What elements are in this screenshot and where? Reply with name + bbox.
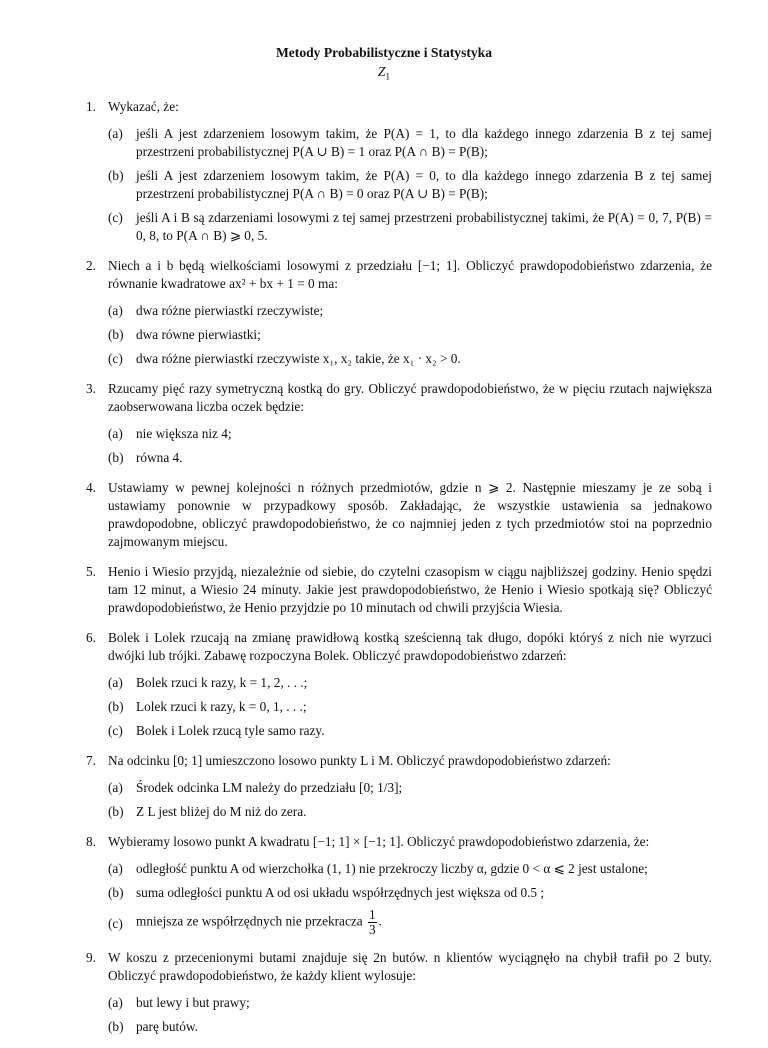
subitem-label: (c) <box>108 350 123 366</box>
subitem-list <box>108 994 712 1036</box>
problem-list <box>86 98 712 1048</box>
problem-text: Henio i Wiesio przyjdą, niezależnie od siebie, do czytelni czasopism w ciągu najbliższej godziny. Henio spędzi tam 12 minut, a Wiesio 24 minuty. Jakie jest prawdopodobieństwo, że Henio i Wiesio spotkają się? Obliczyć prawdopodobieństwo, że Henio przyjdzie po 10 minutach od chwili przyjścia Wiesia. <box>108 563 712 615</box>
subitem-label: (c) <box>108 722 123 738</box>
problem-text: Ustawiamy w pewnej kolejności n różnych przedmiotów, gdzie n ⩾ 2. Następnie mieszamy je ze sobą i ustawiamy ponownie w przypadkowy sposób. Zakładając, że wszystkie ustawienia sa jednakowo prawdopodobne, obliczyć prawdopodobieństwo, że co najmniej jeden z tych przedmiotów stoi na poprzednio zajmowanym miejscu. <box>108 479 712 549</box>
subitem <box>108 803 712 821</box>
subitem-text: dwa różne pierwiastki rzeczywiste; <box>136 302 324 318</box>
problem-number: 2. <box>86 257 96 273</box>
subitem-list <box>108 860 712 937</box>
subitem <box>108 302 712 320</box>
subitem-label: (b) <box>108 326 124 342</box>
subitem-list <box>108 779 712 821</box>
problem-9 <box>86 949 712 1036</box>
subitem-text: Z L jest bliżej do M niż do zera. <box>136 803 307 819</box>
problem-5 <box>86 563 712 617</box>
problem-1 <box>86 98 712 245</box>
subitem-text: dwa różne pierwiastki rzeczywiste x₁, x₂ takie, że x₁ · x₂ > 0. <box>136 350 461 366</box>
subitem <box>108 425 712 443</box>
subitem-label: (b) <box>108 803 124 819</box>
problem-number: 1. <box>86 98 96 114</box>
subitem <box>108 350 712 368</box>
problem-text: Wybieramy losowo punkt A kwadratu [−1; 1] × [−1; 1]. Obliczyć prawdopodobieństwo zdarzenia, że: <box>108 833 650 849</box>
subitem-text: Bolek i Lolek rzucą tyle samo razy. <box>136 722 325 738</box>
document-subtitle <box>0 62 768 88</box>
subitem <box>108 908 712 937</box>
subitem-list <box>108 302 712 368</box>
subitem-label: (b) <box>108 884 124 900</box>
problem-4 <box>86 479 712 551</box>
problem-number: 7. <box>86 752 96 768</box>
subitem-tail: . <box>378 913 382 929</box>
subitem-label: (b) <box>108 449 124 465</box>
subitem-text: Bolek rzuci k razy, k = 1, 2, . . .; <box>136 674 308 690</box>
document-title: Metody Probabilistyczne i Statystyka <box>275 45 493 60</box>
subitem-text: Środek odcinka LM należy do przedziału [0; 1/3]; <box>136 779 403 795</box>
subitem-text: odległość punktu A od wierzchołka (1, 1) nie przekroczy liczby α, gdzie 0 < α ⩽ 2 jest ustalone; <box>136 860 648 876</box>
subitem-text: but lewy i but prawy; <box>136 994 250 1010</box>
fraction <box>368 908 377 937</box>
subitem <box>108 326 712 344</box>
subitem-label: (a) <box>108 994 123 1010</box>
problem-text: W koszu z przecenionymi butami znajduje się 2n butów. n klientów wyciągnęło na chybił trafił po 2 buty. Obliczyć prawdopodobieństwo, że każdy klient wylosuje: <box>108 949 712 983</box>
subitem <box>108 449 712 467</box>
subitem-list <box>108 125 712 245</box>
problem-text: Rzucamy pięć razy symetryczną kostką do gry. Obliczyć prawdopodobieństwo, że w pięciu rzutach największa zaobserwowana liczba oczek będzie: <box>108 380 712 414</box>
subitem-text: nie większa niz 4; <box>136 425 232 441</box>
subitem-text: parę butów. <box>136 1018 198 1034</box>
subitem-text: suma odległości punktu A od osi układu współrzędnych jest większa od 0.5 ; <box>136 884 545 900</box>
problem-text: Wykazać, że: <box>108 98 179 114</box>
problem-number: 6. <box>86 629 96 645</box>
problem-number: 4. <box>86 479 96 495</box>
problem-number: 3. <box>86 380 96 396</box>
subitem <box>108 884 712 902</box>
problem-text: Bolek i Lolek rzucają na zmianę prawidłową kostką sześcienną tak długo, dopóki któryś z nich nie wyrzuci dwójki lub trójki. Zabawę rozpoczyna Bolek. Obliczyć prawdopodobieństwo zdarzeń: <box>108 629 712 663</box>
subitem-text: mniejsza ze współrzędnych nie przekracza <box>136 913 363 929</box>
problem-number: 5. <box>86 563 96 579</box>
subitem-label: (a) <box>108 125 123 141</box>
subitem-text: Lolek rzuci k razy, k = 0, 1, . . .; <box>136 698 307 714</box>
subtitle-main: Z <box>377 64 386 79</box>
subitem <box>108 994 712 1012</box>
subitem-label: (c) <box>108 915 123 931</box>
subitem <box>108 209 712 245</box>
subitem-text: jeśli A i B są zdarzeniami losowymi z tej samej przestrzeni probabilistycznej takimi, że P(A) = 0, 7, P(B) = 0, 8, to P(A ∩ B) ⩾ 0, 5. <box>136 209 712 243</box>
subitem <box>108 167 712 203</box>
subitem <box>108 860 712 878</box>
subitem <box>108 125 712 161</box>
fraction-denominator: 3 <box>369 921 376 937</box>
subitem <box>108 1018 712 1036</box>
subitem-label: (a) <box>108 302 123 318</box>
subitem-label: (a) <box>108 425 123 441</box>
subitem-label: (a) <box>108 674 123 690</box>
problem-3 <box>86 380 712 467</box>
subitem-text: jeśli A jest zdarzeniem losowym takim, że P(A) = 0, to dla każdego innego zdarzenia B z tej samej przestrzeni probabilistycznej P(A ∩ B) = 0 oraz P(A ∪ B) = P(B); <box>136 167 712 201</box>
problem-text: Na odcinku [0; 1] umieszczono losowo punkty L i M. Obliczyć prawdopodobieństwo zdarzeń: <box>108 752 611 768</box>
problem-7 <box>86 752 712 821</box>
problem-text: Niech a i b będą wielkościami losowymi z przedziału [−1; 1]. Obliczyć prawdopodobieństwo zdarzenia, że równanie kwadratowe ax² + bx + 1 = 0 ma: <box>108 257 712 291</box>
subitem-label: (b) <box>108 698 124 714</box>
fraction-numerator: 1 <box>369 906 376 922</box>
problem-6 <box>86 629 712 740</box>
subitem-label: (a) <box>108 860 123 876</box>
subitem-text: równa 4. <box>136 449 183 465</box>
problem-number: 9. <box>86 949 96 965</box>
subitem-label: (b) <box>108 167 124 183</box>
subitem <box>108 779 712 797</box>
subitem-label: (a) <box>108 779 123 795</box>
subitem-text: jeśli A jest zdarzeniem losowym takim, że P(A) = 1, to dla każdego innego zdarzenia B z tej samej przestrzeni probabilistycznej P(A ∪ B) = 1 oraz P(A ∩ B) = P(B); <box>136 125 712 159</box>
subitem-list <box>108 425 712 467</box>
subitem <box>108 674 712 692</box>
subitem <box>108 722 712 740</box>
problem-2 <box>86 257 712 368</box>
subtitle-sub: 1 <box>385 72 391 83</box>
subitem-label: (b) <box>108 1018 124 1034</box>
problem-8 <box>86 833 712 937</box>
subitem-list <box>108 674 712 740</box>
subitem-text: dwa równe pierwiastki; <box>136 326 261 342</box>
subitem <box>108 698 712 716</box>
subitem-label: (c) <box>108 209 123 225</box>
problem-number: 8. <box>86 833 96 849</box>
